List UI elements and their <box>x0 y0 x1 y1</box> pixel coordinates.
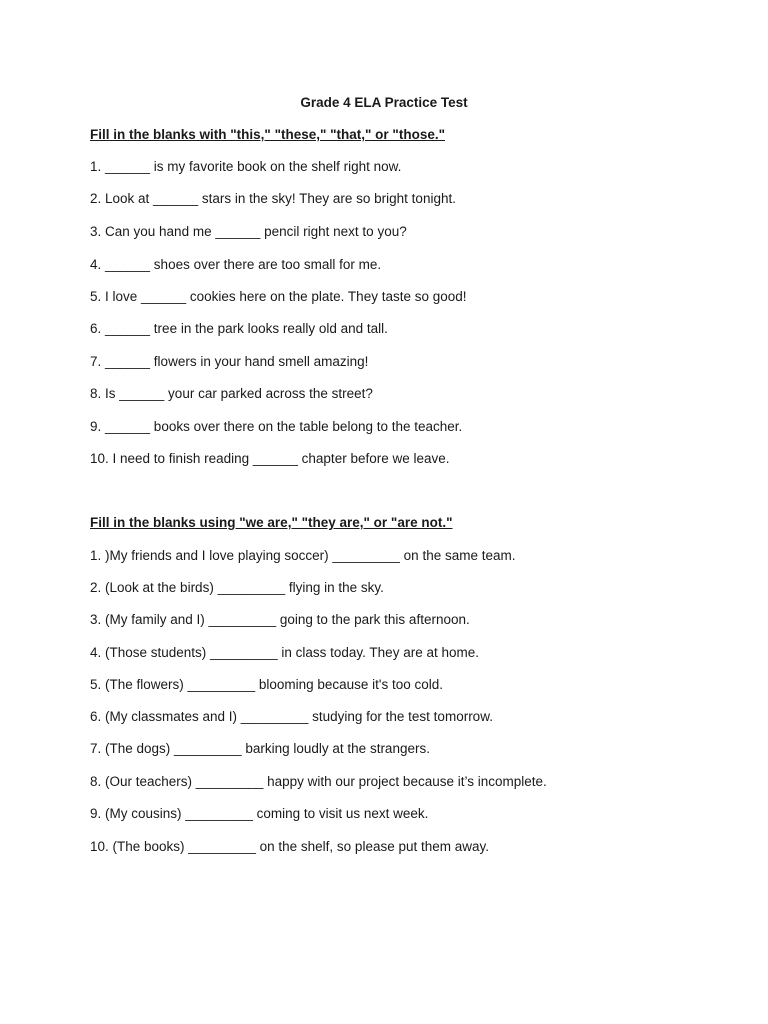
section2-item-1: 1. )My friends and I love playing soccer) _________ on the same team. <box>90 548 516 563</box>
section1-item-4: 4. ______ shoes over there are too small for me. <box>90 257 382 272</box>
section2-item-4: 4. (Those students) _________ in class today. They are at home. <box>90 645 479 660</box>
section1-item-8: 8. Is ______ your car parked across the street? <box>90 386 373 401</box>
section1-item-1: 1. ______ is my favorite book on the shelf right now. <box>90 159 402 174</box>
section2-item-6: 6. (My classmates and I) _________ studying for the test tomorrow. <box>90 709 493 724</box>
section2-item-9: 9. (My cousins) _________ coming to visit us next week. <box>90 806 429 821</box>
section2-item-2: 2. (Look at the birds) _________ flying in the sky. <box>90 580 384 595</box>
section1-item-9: 9. ______ books over there on the table belong to the teacher. <box>90 419 463 434</box>
section1-item-2: 2. Look at ______ stars in the sky! They are so bright tonight. <box>90 191 456 206</box>
section2-item-5: 5. (The flowers) _________ blooming because it's too cold. <box>90 677 444 692</box>
section1-heading: Fill in the blanks with "this," "these," "that," or "those." <box>90 127 445 142</box>
section1-item-5: 5. I love ______ cookies here on the plate. They taste so good! <box>90 289 467 304</box>
section2-heading: Fill in the blanks using "we are," "they are," or "are not." <box>90 515 453 530</box>
section2-item-10: 10. (The books) _________ on the shelf, so please put them away. <box>90 839 490 854</box>
section2-item-8: 8. (Our teachers) _________ happy with our project because it’s incomplete. <box>90 774 547 789</box>
section1-item-7: 7. ______ flowers in your hand smell amazing! <box>90 354 369 369</box>
section2-item-3: 3. (My family and I) _________ going to the park this afternoon. <box>90 612 470 627</box>
page-title <box>0 94 768 112</box>
section2-item-7: 7. (The dogs) _________ barking loudly at the strangers. <box>90 741 430 756</box>
section1-item-6: 6. ______ tree in the park looks really old and tall. <box>90 321 388 336</box>
section1-item-3: 3. Can you hand me ______ pencil right next to you? <box>90 224 407 239</box>
section1-item-10: 10. I need to finish reading ______ chapter before we leave. <box>90 451 450 466</box>
page-title-text: Grade 4 ELA Practice Test <box>300 95 468 110</box>
